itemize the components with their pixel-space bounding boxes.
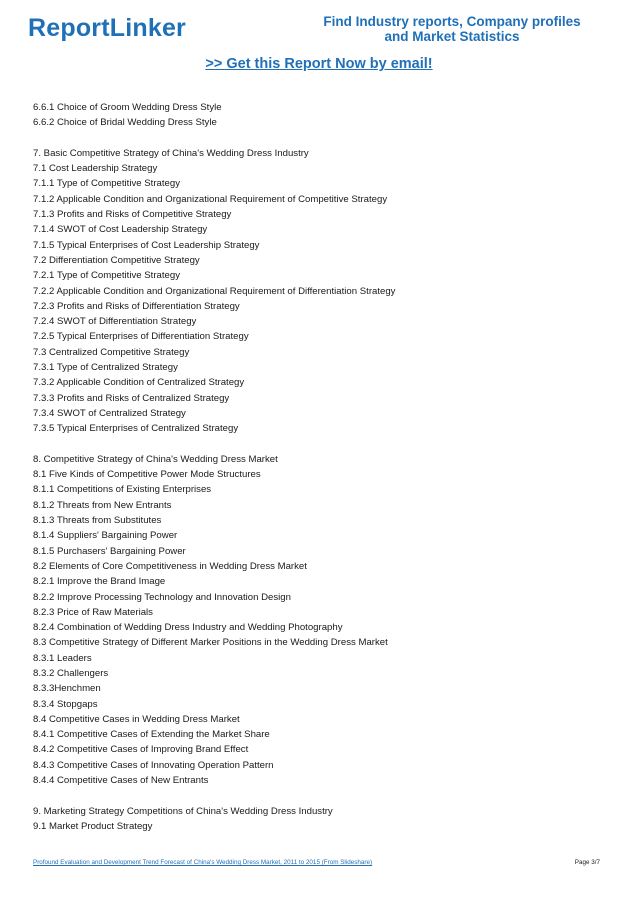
toc-line: 7.2.5 Typical Enterprises of Differentiation Strategy [33,331,249,343]
toc-line: 7.2.2 Applicable Condition and Organizational Requirement of Differentiation Strategy [33,285,396,297]
toc-line: 7. Basic Competitive Strategy of China's Wedding Dress Industry [33,147,309,159]
toc-line: 7.3 Centralized Competitive Strategy [33,346,190,358]
toc-line: 8.1.5 Purchasers' Bargaining Power [33,545,186,557]
tagline-line-2: and Market Statistics [384,29,520,44]
toc-line: 8.1 Five Kinds of Competitive Power Mode Structures [33,469,261,481]
toc-block-9 [33,804,598,835]
toc-block-6 [33,100,598,131]
toc-line: 7.2.3 Profits and Risks of Differentiation Strategy [33,300,240,312]
toc-line: 8.2.1 Improve the Brand Image [33,576,166,588]
toc-line: 8.2.4 Combination of Wedding Dress Industry and Wedding Photography [33,622,343,634]
tagline-line-1: Find Industry reports, Company profiles [323,14,581,29]
toc-block-7 [33,146,598,437]
toc-line: 7.1.1 Type of Competitive Strategy [33,178,181,190]
toc-line: 8.3 Competitive Strategy of Different Marker Positions in the Wedding Dress Market [33,637,388,649]
cta-container [0,55,638,73]
toc-block-8 [33,452,598,789]
toc-line: 8.3.4 Stopgaps [33,698,98,710]
header-tagline [312,14,592,44]
toc-line: 8.4 Competitive Cases in Wedding Dress Market [33,713,240,725]
reportlinker-logo[interactable]: ReportLinker [28,14,186,42]
toc-line: 8.1.4 Suppliers' Bargaining Power [33,530,178,542]
toc-line: 8.4.3 Competitive Cases of Innovating Operation Pattern [33,759,274,771]
toc-line: 7.3.2 Applicable Condition of Centralized Strategy [33,377,245,389]
toc-line: 8.1.3 Threats from Substitutes [33,515,162,527]
toc-line: 6.6.2 Choice of Bridal Wedding Dress Style [33,117,217,129]
toc-line: 7.2.4 SWOT of Differentiation Strategy [33,316,197,328]
table-of-contents [33,100,598,834]
toc-line: 8.1.2 Threats from New Entrants [33,499,172,511]
toc-line: 8.2.3 Price of Raw Materials [33,606,153,618]
toc-line: 8.3.2 Challengers [33,667,109,679]
toc-line: 7.2 Differentiation Competitive Strategy [33,254,200,266]
toc-line: 8.4.2 Competitive Cases of Improving Brand Effect [33,744,249,756]
toc-line: 7.3.3 Profits and Risks of Centralized Strategy [33,392,230,404]
toc-line: 6.6.1 Choice of Groom Wedding Dress Style [33,102,222,113]
toc-line: 7.1.3 Profits and Risks of Competitive Strategy [33,209,232,221]
toc-line: 8. Competitive Strategy of China's Wedding Dress Market [33,453,278,465]
get-report-link[interactable]: >> Get this Report Now by email! [205,56,433,72]
toc-line: 8.2 Elements of Core Competitiveness in Wedding Dress Market [33,560,307,572]
toc-line: 9. Marketing Strategy Competitions of China's Wedding Dress Industry [33,805,333,817]
toc-spacer [33,131,598,146]
toc-line: 7.1 Cost Leadership Strategy [33,163,158,175]
page-number: Page 3/7 [574,859,600,866]
toc-spacer [33,437,598,452]
toc-line: 8.4.4 Competitive Cases of New Entrants [33,775,209,787]
toc-line: 8.4.1 Competitive Cases of Extending the Market Share [33,729,270,741]
toc-line: 7.3.4 SWOT of Centralized Strategy [33,407,186,419]
toc-line: 8.3.3Henchmen [33,683,101,695]
toc-line: 7.1.4 SWOT of Cost Leadership Strategy [33,224,208,236]
toc-line: 7.1.5 Typical Enterprises of Cost Leadership Strategy [33,239,260,251]
toc-spacer [33,788,598,803]
toc-line: 9.1 Market Product Strategy [33,820,153,832]
footer-source-link[interactable]: Profound Evaluation and Development Trend Forecast of China's Wedding Dress Market, 2011 to 2015 (From Slideshare) [33,859,373,866]
toc-line: 8.1.1 Competitions of Existing Enterprises [33,484,212,496]
toc-line: 7.3.1 Type of Centralized Strategy [33,362,178,374]
toc-line: 7.2.1 Type of Competitive Strategy [33,270,181,282]
toc-line: 7.3.5 Typical Enterprises of Centralized Strategy [33,423,239,435]
toc-line: 7.1.2 Applicable Condition and Organizational Requirement of Competitive Strategy [33,193,388,205]
toc-line: 8.2.2 Improve Processing Technology and Innovation Design [33,591,291,603]
toc-line: 8.3.1 Leaders [33,652,92,664]
